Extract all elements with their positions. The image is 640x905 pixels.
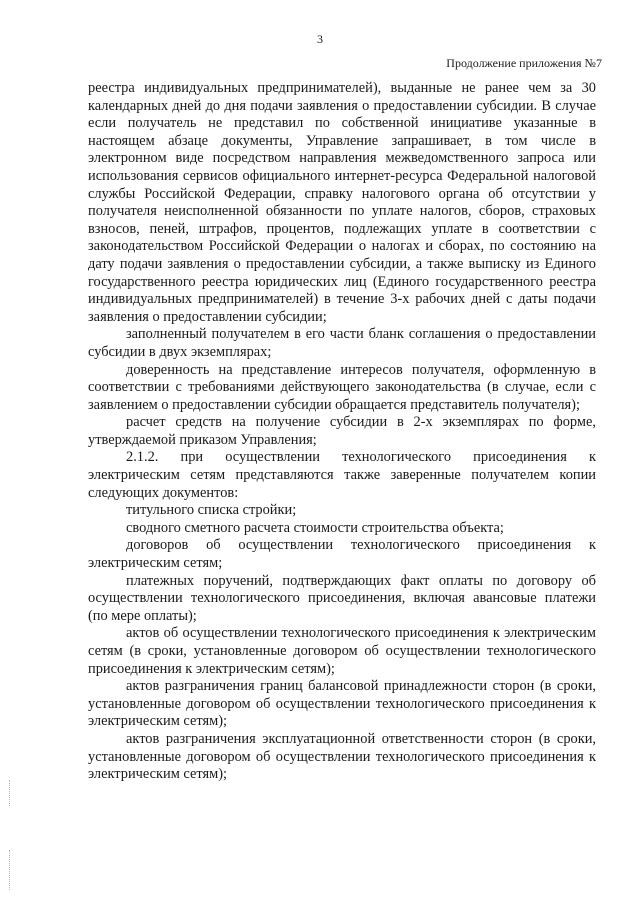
paragraph-power-of-attorney: доверенность на представление интересов получателя, оформленную в соответствии с требованиями действующего законодательства (в случае, если с заявлением о предоставлении субсидии обращается представитель получателя);: [88, 361, 596, 413]
list-item-title-list: титульного списка стройки;: [126, 502, 297, 519]
page-number: 3: [317, 32, 323, 46]
list-item-cost-estimate: сводного сметного расчета стоимости строительства объекта;: [126, 519, 504, 536]
appendix-continuation-note: Продолжение приложения №7: [446, 56, 602, 70]
list-item-operational-responsibility-acts: актов разграничения эксплуатационной ответственности сторон (в сроки, установленные договором об осуществлении технологического присоединения к электрическим сетям);: [88, 730, 596, 783]
paragraph-registry-extract: реестра индивидуальных предпринимателей), выданные не ранее чем за 30 календарных дней до дня подачи заявления о предоставлении субсидии. В случае если получатель не представил по собственной инициативе указанные в настоящем абзаце документы, Управление запрашивает, в том числе в электронном виде посредством направления межведомственного запроса или использования сервисов официального интернет-ресурса Федеральной налоговой службы Российской Федерации, справку налогового органа об отсутствии у получателя неисполненной обязанности по уплате налогов, сборов, страховых взносов, пеней, штрафов, процентов, подлежащих уплате в соответствии с законодательством Российской Федерации о налогах и сборах, по состоянию на дату подачи заявления о предоставлении субсидии, а также выписку из Единого государственного реестра юридических лиц (Единого государственного реестра индивидуальных предпринимателей) в течение 3-х рабочих дней с даты подачи заявления о предоставлении субсидии;: [88, 80, 596, 325]
document-body: [88, 80, 596, 784]
list-item-payment-orders: платежных поручений, подтверждающих факт оплаты по договору об осуществлении технологического присоединения, включая авансовые платежи (по мере оплаты);: [88, 572, 596, 624]
scan-edge-marks: [9, 850, 12, 890]
list-item-connection-contracts: договоров об осуществлении технологического присоединения к электрическим сетям;: [88, 537, 596, 572]
paragraph-agreement-form: заполненный получателем в его части бланк соглашения о предоставлении субсидии в двух экземплярах;: [88, 326, 596, 360]
list-item-balance-boundary-acts: актов разграничения границ балансовой принадлежности сторон (в сроки, установленные договором об осуществлении технологического присоединения к электрическим сетям);: [88, 678, 596, 730]
paragraph-subsidy-calculation: расчет средств на получение субсидии в 2-х экземплярах по форме, утверждаемой приказом Управления;: [88, 414, 596, 448]
list-item-connection-acts: актов об осуществлении технологического присоединения к электрическим сетям (в сроки, установленные договором об осуществлении технологического присоединения к электрическим сетям);: [88, 625, 596, 677]
paragraph-clause-2-1-2: 2.1.2. при осуществлении технологического присоединения к электрическим сетям представляются также заверенные получателем копии следующих документов:: [88, 449, 596, 501]
scan-edge-marks: [9, 780, 12, 806]
